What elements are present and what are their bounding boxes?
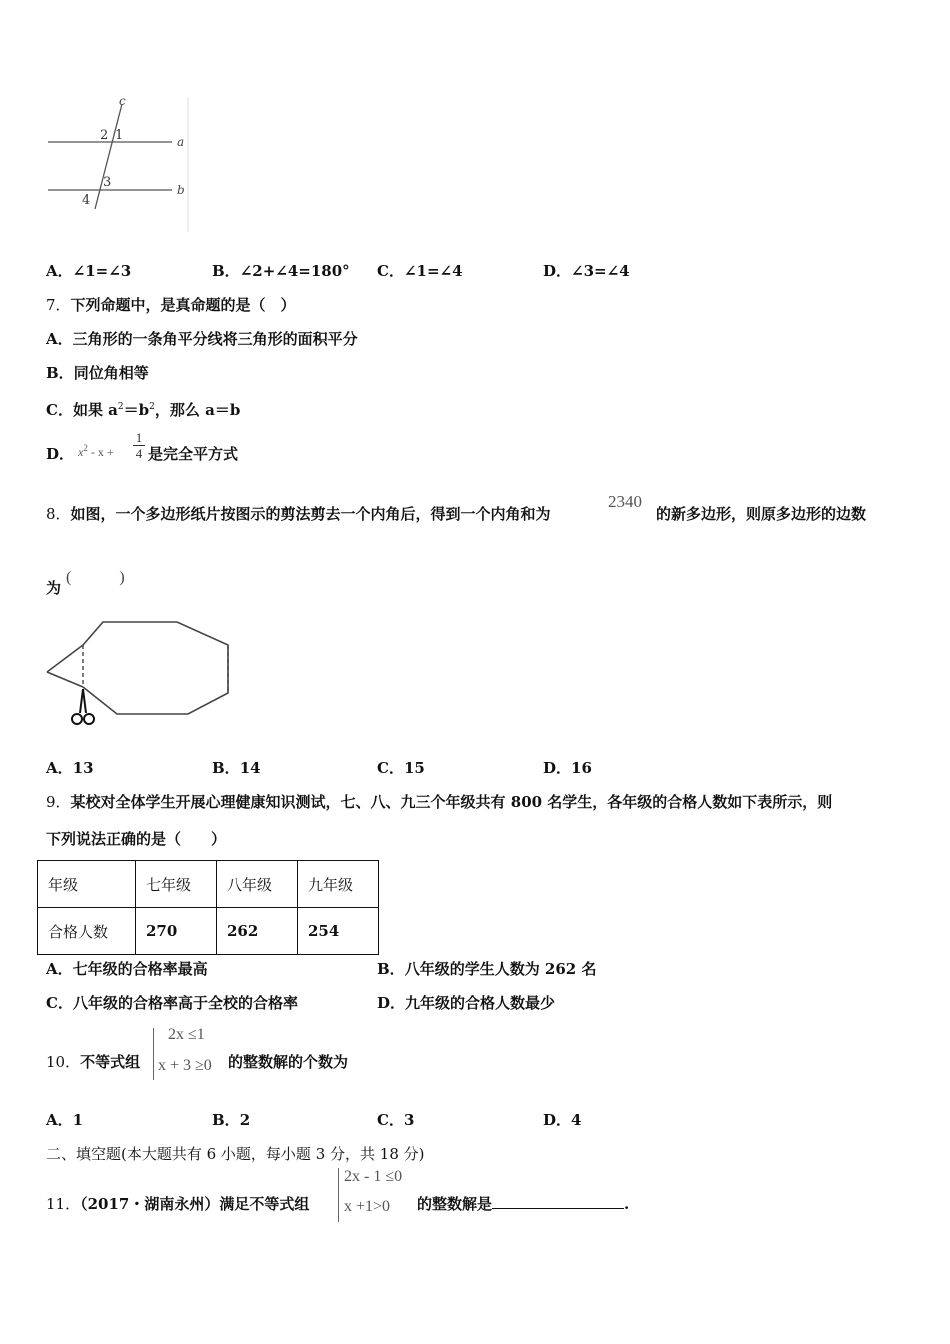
q11-stem: 11．（2017・湖南永州）满足不等式组 [46, 1195, 310, 1213]
q8-angle-sum: 2340 [608, 492, 642, 511]
q8-stem: 8．如图，一个多边形纸片按图示的剪法剪去一个内角后，得到一个内角和为 [46, 505, 551, 523]
q9-stem-line2: 下列说法正确的是（ ） [46, 830, 227, 848]
q9-option-d: D．九年级的合格人数最少 [377, 994, 556, 1012]
table-header-cell: 七年级 [136, 861, 217, 908]
q10-ineq-2: x + 3 ≥0 [158, 1057, 212, 1074]
label-c: c [119, 94, 126, 108]
q10-option-b: B．2 [212, 1111, 251, 1129]
q7-stem: 7．下列命题中，是真命题的是（ ） [46, 296, 296, 314]
q7-option-d: D． [46, 445, 75, 463]
q7-d-text: 是完全平方式 [148, 445, 239, 463]
q8-stem-end: 的新多边形，则原多边形的边数 [656, 505, 867, 523]
answer-blank[interactable] [492, 1194, 624, 1209]
angle-1: 1 [115, 128, 124, 143]
table-row [38, 908, 379, 955]
polygon-cut-figure [40, 615, 240, 735]
q6-option-c: C．∠1=∠4 [377, 262, 463, 280]
scissors-icon [72, 689, 94, 724]
q8-stem-line2: 为 [46, 579, 62, 597]
q10-option-c: C．3 [377, 1111, 415, 1129]
q11-brace [338, 1168, 339, 1222]
q11-stem-end: 的整数解是 . [417, 1195, 630, 1213]
q10-stem: 10．不等式组 [46, 1053, 141, 1071]
angle-2: 2 [100, 128, 109, 143]
table-header-cell: 年级 [38, 861, 136, 908]
angle-4: 4 [82, 193, 91, 208]
table-header-row [38, 861, 379, 908]
table-cell: 254 [298, 908, 379, 955]
q6-option-b: B．∠2+∠4=180° [212, 262, 350, 280]
q10-option-a: A．1 [46, 1111, 84, 1129]
q8-paren: ( ) [66, 569, 125, 586]
q9-option-a: A．七年级的合格率最高 [46, 960, 208, 978]
q10-ineq-1: 2x ≤1 [168, 1026, 205, 1043]
label-b: b [177, 183, 185, 197]
angle-3: 3 [103, 175, 112, 190]
q9-option-b: B．八年级的学生人数为 262 名 [377, 960, 597, 978]
q8-option-a: A．13 [46, 759, 94, 777]
q10-option-d: D．4 [543, 1111, 582, 1129]
q7-option-b: B．同位角相等 [46, 364, 149, 382]
pass-count-table [37, 860, 379, 955]
table-cell: 合格人数 [38, 908, 136, 955]
q9-stem: 9．某校对全体学生开展心理健康知识测试，七、八、九三个年级共有 800 名学生，各年级的合格人数如下表所示，则 [46, 793, 833, 811]
table-cell: 270 [136, 908, 217, 955]
section-heading: 二、填空题(本大题共有 6 小题，每小题 3 分，共 18 分) [46, 1145, 425, 1163]
q10-brace [153, 1028, 154, 1080]
table-header-cell: 八年级 [217, 861, 298, 908]
label-a: a [177, 135, 185, 149]
q11-ineq-2: x +1>0 [344, 1198, 391, 1215]
q10-stem-end: 的整数解的个数为 [228, 1053, 349, 1071]
parallel-lines-figure [40, 94, 192, 236]
q11-ineq-1: 2x - 1 ≤0 [344, 1168, 403, 1185]
q7-option-a: A．三角形的一条角平分线将三角形的面积平分 [46, 330, 358, 348]
q8-option-c: C．15 [377, 759, 425, 777]
q9-option-c: C．八年级的合格率高于全校的合格率 [46, 994, 298, 1012]
q6-option-a: A．∠1=∠3 [46, 262, 132, 280]
q7-d-fraction: 1 4 [133, 430, 145, 461]
table-cell: 262 [217, 908, 298, 955]
table-header-cell: 九年级 [298, 861, 379, 908]
q7-option-c: C．如果 $a^2=b^2$，那么 a＝b [46, 401, 241, 419]
q8-option-b: B．14 [212, 759, 261, 777]
q7-d-expression: $x^2$ - x + [78, 443, 114, 459]
q8-option-d: D．16 [543, 759, 592, 777]
q6-option-d: D．∠3=∠4 [543, 262, 630, 280]
